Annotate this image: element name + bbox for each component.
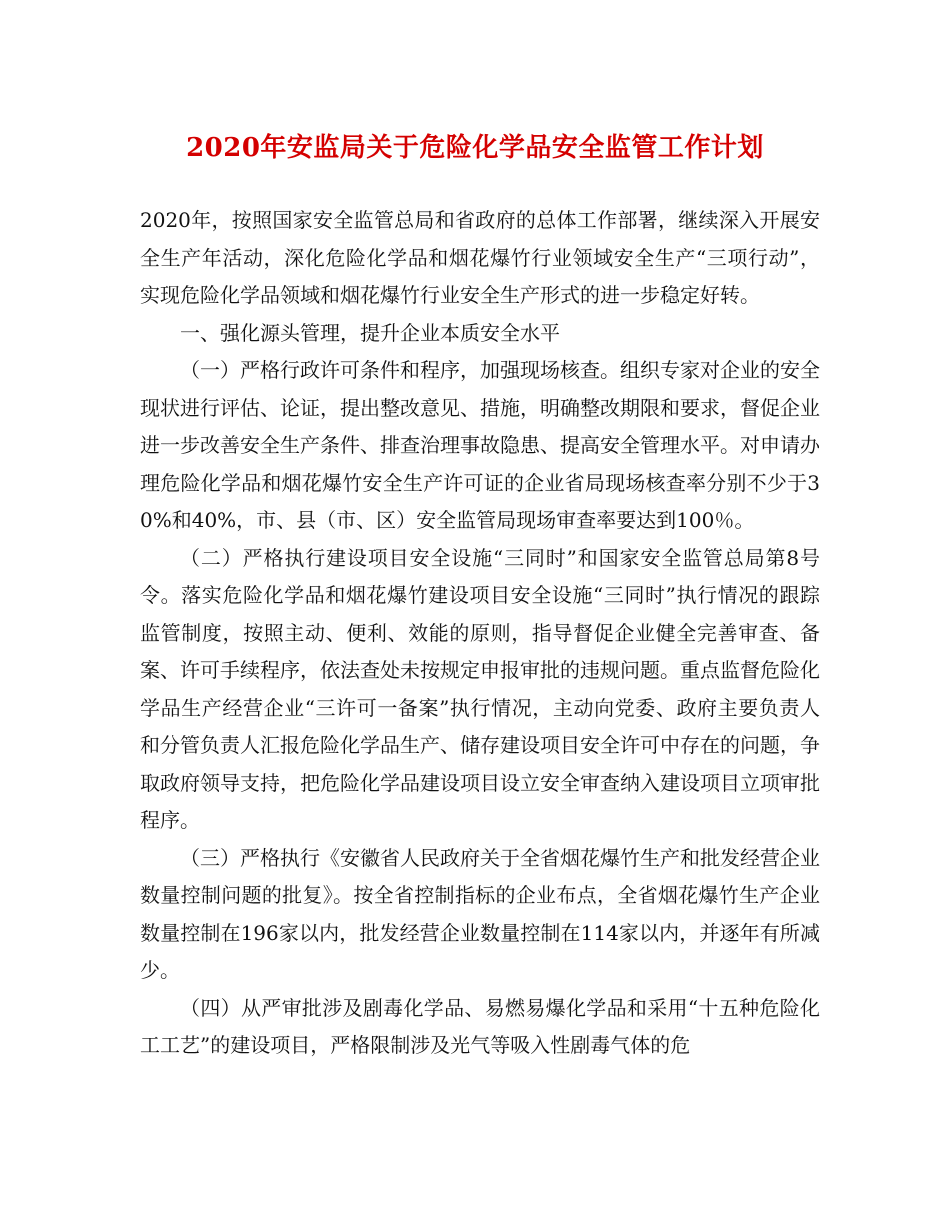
paragraph-item-1: （一）严格行政许可条件和程序，加强现场核查。组织专家对企业的安全现状进行评估、论证，提出整改意见、措施，明确整改期限和要求，督促企业进一步改善安全生产条件、排查治理事故隐患、提高安全管理水平。对申请办理危险化学品和烟花爆竹安全生产许可证的企业省局现场核查率分别不少于30%和40%，市、县（市、区）安全监管局现场审查率要达到100％。 — [140, 358, 820, 532]
document-body — [140, 202, 820, 1065]
document-title: 2020年安监局关于危险化学品安全监管工作计划 — [186, 133, 764, 163]
intro-paragraph: 2020年，按照国家安全监管总局和省政府的总体工作部署，继续深入开展安全生产年活动，深化危险化学品和烟花爆竹行业领域安全生产“三项行动”，实现危险化学品领域和烟花爆竹行业安全生产形式的进一步稳定好转。 — [140, 208, 820, 307]
section-heading-1: 一、强化源头管理，提升企业本质安全水平 — [180, 320, 560, 345]
paragraph-item-3: （三）严格执行《安徽省人民政府关于全省烟花爆竹生产和批发经营企业数量控制问题的批复》。按全省控制指标的企业布点，全省烟花爆竹生产企业数量控制在196家以内，批发经营企业数量控制在114家以内，并逐年有所减少。 — [140, 845, 820, 982]
paragraph-item-2: （二）严格执行建设项目安全设施“三同时”和国家安全监管总局第8号令。落实危险化学品和烟花爆竹建设项目安全设施“三同时”执行情况的跟踪监管制度，按照主动、便利、效能的原则，指导督促企业健全完善审查、备案、许可手续程序，依法查处未按规定申报审批的违规问题。重点监督危险化学品生产经营企业“三许可一备案”执行情况，主动向党委、政府主要负责人和分管负责人汇报危险化学品生产、储存建设项目安全许可中存在的问题，争取政府领导支持，把危险化学品建设项目设立安全审查纳入建设项目立项审批程序。 — [140, 545, 820, 832]
paragraph-item-4: （四）从严审批涉及剧毒化学品、易燃易爆化学品和采用“十五种危险化工工艺”的建设项目，严格限制涉及光气等吸入性剧毒气体的危 — [140, 995, 820, 1057]
